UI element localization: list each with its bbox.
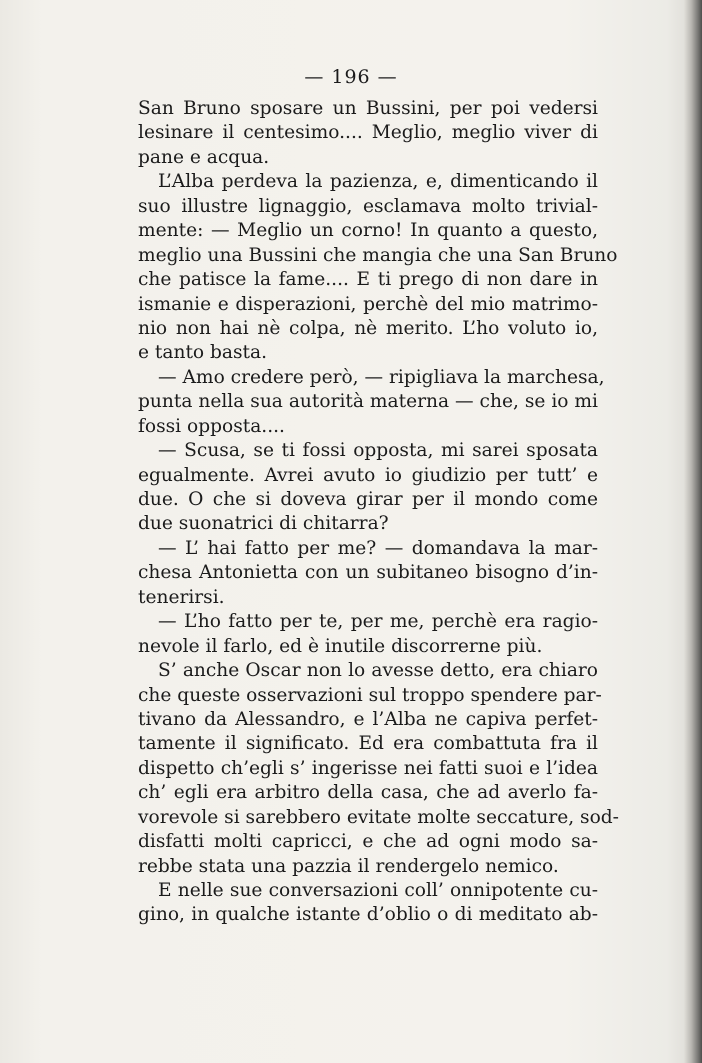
text-line: suo illustre lignaggio, esclamava molto trivial-: [138, 195, 598, 217]
text-line: ismanie e disperazioni, perchè del mio matrimo-: [138, 293, 598, 315]
text-line: dispetto ch’egli s’ ingerisse nei fatti suoi e l’idea: [138, 757, 598, 779]
text-line: vorevole si sarebbero evitate molte seccature, sod-: [138, 806, 619, 828]
text-line: e tanto basta.: [138, 342, 268, 364]
text-line: — L’ho fatto per te, per me, perchè era ragio-: [158, 611, 598, 633]
page-text-body: [138, 97, 619, 928]
text-line: — Scusa, se ti fossi opposta, mi sarei sposata: [158, 440, 598, 462]
text-line: chesa Antonietta con un subitaneo bisogno d’in-: [138, 562, 598, 584]
text-line: tivano da Alessandro, e l’Alba ne capiva perfet-: [138, 708, 598, 730]
text-line: meglio una Bussini che mangia che una San Bruno: [138, 244, 618, 266]
text-line: San Bruno sposare un Bussini, per poi vedersi: [138, 98, 598, 119]
text-line: nio non hai nè colpa, nè merito. L’ho voluto io,: [138, 317, 598, 339]
text-line: tamente il significato. Ed era combattuta fra il: [138, 733, 598, 755]
text-line: fossi opposta....: [138, 415, 285, 437]
text-line: — L’ hai fatto per me? — domandava la mar-: [158, 537, 598, 559]
book-spine-shadow: [684, 0, 702, 1063]
text-line: mente: — Meglio un corno! In quanto a questo,: [138, 220, 598, 242]
text-line: egualmente. Avrei avuto io giudizio per tutt’ e: [138, 464, 598, 486]
text-line: due. O che si doveva girar per il mondo come: [138, 489, 598, 510]
text-line: tenerirsi.: [138, 586, 225, 608]
text-line: lesinare il centesimo.... Meglio, meglio viver di: [138, 122, 598, 144]
text-line: — Amo credere però, — ripigliava la marchesa,: [158, 366, 605, 388]
text-line: gino, in qualche istante d’oblio o di meditato ab-: [138, 904, 598, 926]
text-line: disfatti molti capricci, e che ad ogni modo sa-: [138, 831, 598, 853]
text-line: ch’ egli era arbitro della casa, che ad averlo fa-: [138, 782, 598, 804]
text-line: due suonatrici di chitarra?: [138, 513, 389, 535]
text-line: S’ anche Oscar non lo avesse detto, era chiaro: [158, 660, 598, 682]
text-line: E nelle sue conversazioni coll’ onnipotente cu-: [158, 880, 598, 901]
page-number: — 196 —: [304, 66, 398, 88]
text-line: L’Alba perdeva la pazienza, e, dimenticando il: [158, 171, 598, 193]
text-line: che patisce la fame.... E ti prego di non dare in: [138, 269, 598, 291]
text-line: rebbe stata una pazzia il rendergelo nemico.: [138, 855, 559, 877]
text-line: che queste osservazioni sul troppo spendere par-: [138, 684, 602, 706]
text-line: nevole il farlo, ed è inutile discorrerne più.: [138, 635, 543, 657]
text-line: pane e acqua.: [138, 146, 270, 168]
text-line: punta nella sua autorità materna — che, se io mi: [138, 391, 598, 413]
